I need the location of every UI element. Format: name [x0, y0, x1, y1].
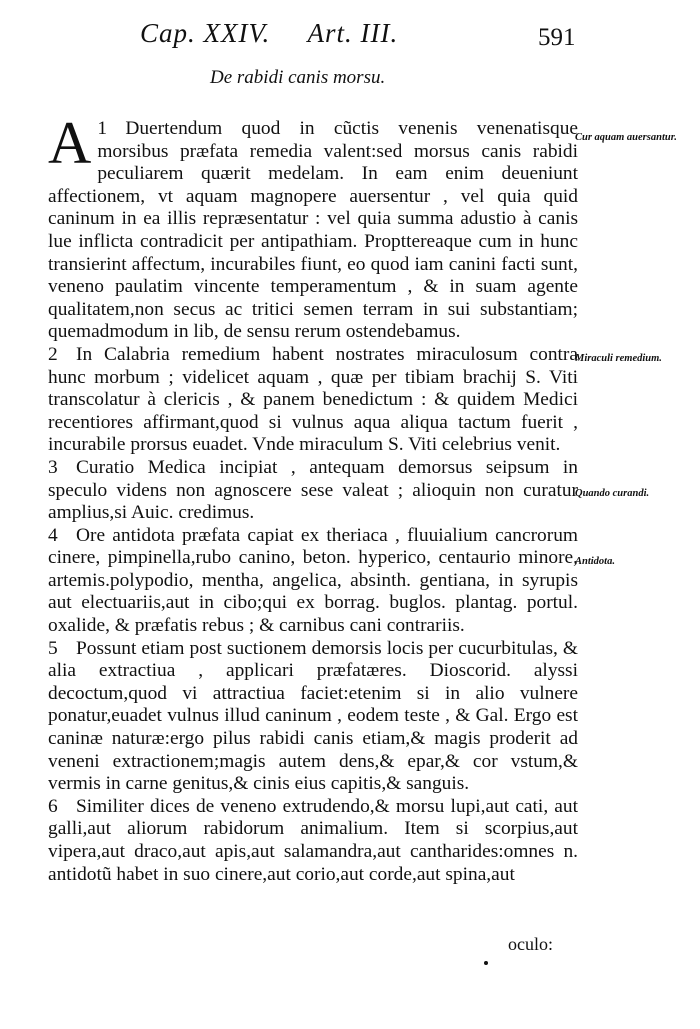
margin-note-miraculi: Miraculi remedium.: [575, 353, 662, 364]
paragraph-text: In Calabria remedium habent nostrates miraculosum contra hunc morbum ; videlicet aquam , quæ per tibiam brachij S. Viti transcolatur à clericis , & panem benedictum : & quidem Medici recentiores affirmant,quod si vulnus aqua aliqua tactum fuerit , incurabile prorsus euadet. Vnde miraculum S. Viti celebrius venit.: [48, 343, 578, 456]
chapter-heading: Cap. XXIV.: [140, 18, 271, 48]
paragraph-3: [48, 457, 578, 525]
margin-note-antidota: Antidota.: [575, 556, 615, 567]
article-heading: Art. III.: [307, 18, 399, 48]
paragraph-text: Duertendum quod in cũctis venenis venenatisque morsibus præfata remedia valent:sed morsus canis rabidi peculiarem quærit medelam. In eam enim deueniunt affectionem, vt aquam magnopere auersentur , vel quia quid caninum in ea illis repræsentatur : vel quia summa adustio à canis lue inflicta contradicit per antipathiam. Propttereaque cum in hunc transierint affectum, incurabiles fiunt, eo quod iam canini facti sunt, veneno paulatim vincente temperamentum , & in suam agente qualitatem,non secus ac tritici semen terram in sui substantiam; quemadmodum in lib, de sensu rerum ostendebamus.: [48, 118, 578, 343]
catchword: oculo:: [508, 934, 553, 954]
ink-dot: [484, 961, 488, 965]
section-title: De rabidi canis morsu.: [210, 67, 386, 88]
body-text: [48, 110, 578, 886]
paragraph-2: [48, 344, 578, 457]
paragraph-number: 3: [48, 456, 58, 478]
margin-note-quando: Quando curandi.: [575, 488, 650, 499]
page-number: 591: [538, 24, 576, 51]
running-head: [140, 18, 428, 49]
paragraph-6: [48, 796, 578, 886]
paragraph-text: Curatio Medica incipiat , antequam demorsus seipsum in speculo videns non agnoscere sese valeat ; alioquin non curatur amplius,si Auic. credimus.: [48, 456, 578, 524]
paragraph-number: 6: [48, 795, 58, 817]
paragraph-number: 4: [48, 524, 58, 546]
paragraph-5: [48, 638, 578, 796]
margin-note-cur-aquam: Cur aquam auersantur.: [575, 132, 677, 143]
paragraph-text: Ore antidota præfata capiat ex theriaca , fluuialium cancrorum cinere, pimpinella,rubo canino, beton. hyperico, centaurio minore, artemis.polypodio, mentha, angelica, absinth. gentiana, in syrupis aut electuariis,aut in cibo;qui ex borrag. buglos. plantag. portul. oxalide, & præfatis rebus ; & carnibus cani contrariis.: [48, 524, 578, 637]
paragraph-number: 2: [48, 343, 58, 365]
paragraph-4: [48, 525, 578, 638]
paragraph-text: Possunt etiam post suctionem demorsis locis per cucurbitulas, & alia extractiua , applicari præfatæres. Dioscorid. alyssi decoctum,quod vi attractiua faciet:etenim si in alio vulnere ponatur,euadet vulnus illud caninum , eodem teste , & Gal. Ergo est caninæ naturæ:ergo pilus rabidi canis etiam,& magis proderit ad veneni extractionem;magis autem dens,& epar,& cor vstum,& vermis in carne genitus,& cinis eius capitis,& sanguis.: [48, 637, 578, 795]
drop-cap: A: [48, 110, 92, 176]
paragraph-number: 1: [97, 118, 108, 139]
paragraph-text: Similiter dices de veneno extrudendo,& morsu lupi,aut cati, aut galli,aut aliorum rabidorum animalium. Item si scorpius,aut vipera,aut draco,aut apis,aut salamandra,aut cantharides:omnes n. antidotũ habet in suo cinere,aut corio,aut corde,aut spina,aut: [48, 795, 578, 885]
paragraph-1: [48, 110, 578, 344]
paragraph-number: 5: [48, 637, 58, 659]
